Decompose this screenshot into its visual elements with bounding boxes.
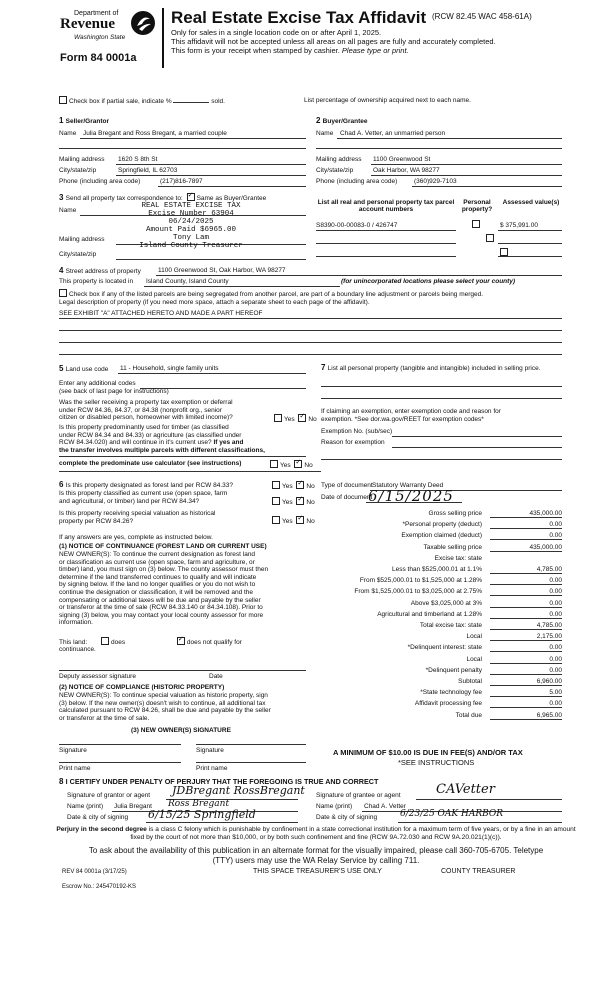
calc-amount[interactable]: 0.00 (490, 700, 562, 708)
exemption-question: Was the seller receiving a property tax exemption or deferral under RCW 84.36, 84.37, or 84.38 (nonprofit org., senior citizen or disabled person, homeowner with limited income)? (59, 399, 233, 421)
notice-2-title: (2) NOTICE OF COMPLIANCE (HISTORIC PROPERTY) (59, 684, 225, 691)
availability-note: To ask about the availability of this publication in an alternate format for the visually impaired, please call 360-705-6705. Teletype (TTY) users may use the WA Relay Service by calling 711. (88, 846, 544, 865)
header-line-2: This affidavit will not be accepted unless all areas on all pages are fully and accurately completed. (171, 37, 496, 46)
grantee-date-label: Date & city of signing (316, 814, 378, 821)
calc-label: Excise tax: state (434, 554, 482, 562)
seller-mailing-label: Mailing address (59, 156, 105, 163)
form-rcw: (RCW 82.45 WAC 458-61A) (432, 12, 532, 21)
forest-yes-checkbox[interactable] (272, 481, 280, 489)
sec3-name-label: Name (59, 207, 77, 214)
notice-2-body: NEW OWNER(S): To continue special valuation as historic property, sign (3) below. If the new owner(s) doesn't wish to continue, all additional tax calculated pursuant to RCW 84.26, shall be due and payable by the seller or transferor at the time of sale. (59, 692, 271, 722)
stamp-line-4: Amount Paid $6965.00 (145, 226, 236, 234)
historic-yes-checkbox[interactable] (272, 516, 280, 524)
form-title: Real Estate Excise Tax Affidavit (171, 8, 427, 27)
owner-print-label-1: Print name (59, 765, 91, 772)
timber-divider (59, 456, 306, 457)
current-use-yes-no: Yes ✓ No (270, 497, 315, 506)
this-land-row: This land: does ✓ does not qualify for (59, 637, 242, 646)
seller-city-label: City/state/zip (59, 167, 97, 174)
calc-label: *State technology fee (420, 689, 482, 697)
grantee-name[interactable]: Chad A. Vetter (364, 803, 406, 810)
timber-yes-checkbox[interactable] (270, 460, 278, 468)
calc-amount[interactable]: 0.00 (490, 644, 562, 652)
exemption-no-checkbox[interactable] (298, 414, 306, 422)
calc-amount[interactable]: 4,785.00 (490, 566, 562, 574)
located-label: This property is located in (59, 278, 134, 285)
calc-label: *Personal property (deduct) (402, 521, 482, 529)
sec3-city-label: City/state/zip (59, 251, 97, 258)
calc-amount[interactable]: 2,175.00 (490, 633, 562, 641)
calc-label: Local (466, 633, 482, 641)
calc-row (300, 521, 562, 531)
calc-label: Above $3,025,000 at 3% (410, 599, 482, 607)
deputy-date-label: Date (209, 673, 223, 680)
land-use-code[interactable]: 11 - Household, single family units (120, 365, 219, 372)
owner-print-line-1 (59, 762, 181, 763)
partial-sale-label: Check box if partial sale, indicate % (69, 98, 172, 105)
buyer-name-line (337, 138, 562, 139)
assessed-value[interactable]: $ 375,991.00 (500, 222, 538, 229)
washington-state-text: Washington State (74, 34, 126, 41)
buyer-phone-line (412, 186, 562, 187)
reason-label: Reason for exemption (321, 439, 385, 446)
calc-amount[interactable]: 6,960.00 (490, 678, 562, 686)
county-treasurer-label: COUNTY TREASURER (441, 868, 516, 875)
document-type-label: Type of document (321, 482, 373, 489)
personal-property-line-1 (321, 386, 562, 387)
calc-label: Total due (455, 711, 482, 719)
calc-row (300, 510, 562, 520)
segregated-checkbox[interactable] (59, 289, 67, 297)
buyer-name-line-2 (316, 148, 562, 149)
calc-amount[interactable]: 0.00 (490, 521, 562, 529)
calc-row (300, 667, 562, 677)
reason-line (392, 447, 562, 448)
section-2-heading: 2 Buyer/Grantee (316, 116, 368, 125)
calc-label: Local (466, 655, 482, 663)
located-value[interactable]: Island County, Island County (146, 278, 229, 285)
legal-description-label: Legal description of property (if you need more space, attach a separate sheet to each page of the affidavit). (59, 299, 370, 306)
segregated-row (57, 289, 483, 298)
seller-name-line (80, 138, 306, 139)
calc-row (300, 611, 562, 621)
buyer-city-label: City/state/zip (316, 167, 354, 174)
continuance-text: continuance. (59, 646, 96, 653)
current-use-no-checkbox[interactable] (296, 497, 304, 505)
owner-signature-label-1: Signature (59, 747, 87, 754)
exemption-number-line (392, 436, 562, 437)
sec3-city-line (116, 259, 306, 260)
document-type[interactable]: Statutory Warranty Deed (372, 482, 444, 489)
historic-yes-no: Yes ✓ No (270, 516, 315, 525)
section-3-heading: 3 Send all property tax correspondence to: ✓ Same as Buyer/Grantee (59, 193, 266, 202)
calc-label: Exemption claimed (deduct) (401, 532, 482, 540)
calc-amount[interactable]: 435,000.00 (490, 544, 562, 552)
calc-amount[interactable]: 0.00 (490, 611, 562, 619)
partial-sale-row (57, 96, 225, 105)
grantor-date-line (146, 822, 298, 823)
buyer-phone[interactable]: (360)929-7103 (414, 178, 457, 185)
partial-pct-field[interactable] (173, 102, 209, 103)
legal-line-3 (59, 342, 562, 343)
calc-row (300, 622, 562, 632)
stamp-line-3: 06/24/2025 (168, 218, 214, 226)
see-back-note: (see back of last page for instructions) (59, 388, 169, 395)
forest-no-checkbox[interactable] (296, 481, 304, 489)
grantor-name-2[interactable]: Ross Bregant (168, 799, 230, 809)
predominate-use-text: complete the predominate use calculator (see instructions) (59, 460, 242, 467)
dor-logo (60, 10, 160, 50)
personal-property-checkbox-3[interactable] (500, 248, 508, 256)
calc-label: From $525,000.01 to $1,525,000 at 1.28% (359, 577, 482, 585)
timber-no-checkbox[interactable] (294, 460, 302, 468)
perjury-notice: Perjury in the second degree is a class C felony which is punishable by confinement in a state correctional institution for a maximum term of five years, or by a fine in an amount fixed by the court of not more than $10,000, or by both such confinement and fine (RCW 9A.72.030 and RCW 9A.20.021(1)(c)). (56, 826, 576, 841)
assessed-line-3 (498, 256, 562, 257)
calc-row (300, 544, 562, 554)
located-line (144, 286, 340, 287)
notice-1-body: NEW OWNER(S): To continue the current designation as forest land or classification as current use (open space, farm and agriculture, or timber) land, you must sign on (3) below. The county assessor must then determine if the land transferred continues to qualify and will indicate by signing below. If the land no longer qualifies or you do not wish to continue the designation or classification, it will be removed and the compensating or additional taxes will be due and payable by the seller or transferor at the time of sale (RCW 84.33.140 or 84.34.108). Prior to signing (3) below, you may contact your local county assessor for more information. (59, 551, 269, 627)
legal-line-1 (59, 318, 562, 319)
calc-row (300, 532, 562, 542)
partial-sale-checkbox[interactable] (59, 96, 67, 104)
grantee-date-line (398, 822, 562, 823)
header-line-3a: This form is your receipt when stamped by cashier. (171, 46, 340, 55)
segregated-label: Check box if any of the listed parcels are being segregated from another parcel, are part of a boundary line adjustment or parcels being merged. (69, 291, 484, 298)
section-4-heading: 4 Street address of property (59, 266, 141, 275)
seller-city-line (116, 175, 306, 176)
personal-property-checkbox-1[interactable] (472, 220, 480, 228)
assessed-line-1 (498, 230, 562, 231)
seller-mailing-line (116, 164, 306, 165)
grantee-signature-label: Signature of grantee or agent (316, 792, 401, 799)
seller-city[interactable]: Springfield, IL 62703 (118, 167, 178, 174)
buyer-name-label: Name (316, 130, 334, 137)
calc-amount[interactable]: 0.00 (490, 600, 562, 608)
header-line-3b: Please type or print. (341, 46, 409, 55)
seller-phone-line (158, 186, 306, 187)
owner-print-line-2 (196, 762, 306, 763)
grantor-name[interactable]: Julia Bregant (114, 803, 152, 810)
current-use-question: Is this property classified as current use (open space, farm and agricultural, or timber) land per RCW 84.34? (59, 490, 228, 505)
parcel-line-1 (316, 230, 456, 231)
calc-amount[interactable]: 0.00 (490, 656, 562, 664)
timber-yes-no: Yes ✓ No (268, 460, 313, 469)
grantee-signature[interactable]: CAVetter (436, 782, 495, 797)
calc-label: Agricultural and timberland at 1.28% (377, 610, 482, 618)
new-owner-signature-title: (3) NEW OWNER(S) SIGNATURE (131, 727, 231, 734)
header-divider (162, 8, 164, 68)
calc-amount[interactable]: 4,785.00 (490, 622, 562, 630)
document-date[interactable]: 6/15/2025 (368, 487, 454, 505)
land-use-line (118, 373, 306, 374)
assessed-line-2 (498, 243, 562, 244)
buyer-name[interactable]: Chad A. Vetter, an unmarried person (340, 130, 446, 137)
seller-name-line-2 (59, 148, 306, 149)
stamp-line-2: Excise Number 63904 (148, 210, 234, 218)
calc-label: *Delinquent penalty (425, 666, 482, 674)
parcel-number[interactable]: S8390-00-00083-0 / 426747 (316, 222, 398, 229)
exemption-yes-checkbox[interactable] (274, 414, 282, 422)
minimum-due-note: A MINIMUM OF $10.00 IS DUE IN FEE(S) AND/OR TAX (333, 748, 523, 757)
partial-sold-label: sold. (211, 98, 225, 105)
stamp-line-6: Island County Treasurer (139, 242, 243, 250)
buyer-mailing-line (371, 164, 562, 165)
calc-row (300, 633, 562, 643)
section-1-heading: 1 Seller/Grantor (59, 116, 110, 125)
section-5-bottom-rule (59, 471, 321, 472)
calc-amount[interactable]: 5.00 (490, 689, 562, 697)
calc-label: Total excise tax: state (419, 622, 482, 629)
calc-row (300, 712, 562, 722)
certify-statement: 8 I CERTIFY UNDER PENALTY OF PERJURY THAT THE FOREGOING IS TRUE AND CORRECT (59, 777, 379, 786)
calc-amount[interactable]: 435,000.00 (490, 510, 562, 518)
owner-signature-label-2: Signature (196, 747, 224, 754)
forest-yes-no: Yes ✓ No (270, 481, 315, 490)
dor-logo-icon (130, 10, 156, 36)
exemption-yes-no: Yes ✓ No (272, 414, 317, 423)
sec3-mailing-label: Mailing address (59, 236, 105, 243)
calc-row (300, 700, 562, 710)
property-address-line (156, 275, 562, 276)
calc-row (300, 588, 562, 598)
revenue-text: Revenue (60, 16, 115, 32)
exemption-number-label: Exemption No. (sub/sec) (321, 428, 393, 435)
calc-label: *Delinquent interest: state (407, 644, 482, 652)
calc-row (300, 678, 562, 688)
deputy-signature-label: Deputy assessor signature (59, 673, 136, 680)
calc-label: Taxable selling price (423, 543, 482, 551)
grantor-signature[interactable]: JDBregant RossBregant (172, 784, 305, 797)
deputy-signature-line (59, 670, 306, 671)
does-qualify-checkbox[interactable] (101, 637, 109, 645)
if-yes-note: If any answers are yes, complete as instructed below. (59, 534, 213, 541)
legal-line-4 (59, 354, 562, 355)
grantor-date-label: Date & city of signing (67, 814, 129, 821)
treasurer-use-label: THIS SPACE TREASURER'S USE ONLY (253, 868, 382, 875)
owner-signature-line-1 (59, 744, 181, 745)
document-date-label: Date of document (321, 494, 373, 501)
property-address[interactable]: 1100 Greenwood St, Oak Harbor, WA 98277 (158, 267, 286, 274)
seller-name-label: Name (59, 130, 77, 137)
additional-codes-label: Enter any additional codes (59, 380, 136, 387)
parcel-header: List all real and personal property tax parcel account numbers (317, 199, 455, 213)
personal-property-line-2 (321, 398, 562, 399)
calc-row (300, 577, 562, 587)
calc-row (300, 600, 562, 610)
section-6-forest: 6 Is this property designated as forest land per RCW 84.33? (59, 480, 233, 489)
owner-print-label-2: Print name (196, 765, 228, 772)
calc-label: Gross selling price (428, 510, 482, 517)
calc-amount[interactable]: 0.00 (490, 588, 562, 596)
stamp-line-1: REAL ESTATE EXCISE TAX (141, 202, 241, 210)
list-percentage-note: List percentage of ownership acquired next to each name. (304, 97, 471, 104)
calc-amount[interactable]: 0.00 (490, 577, 562, 585)
revision-label: REV 84 0001a (3/17/25) (62, 869, 127, 875)
personal-property-checkbox-2[interactable] (486, 234, 494, 242)
personal-property-header: Personal property? (461, 199, 493, 213)
same-as-buyer-checkbox[interactable] (187, 193, 195, 201)
buyer-mailing-label: Mailing address (316, 156, 362, 163)
unincorporated-note: (for unincorporated locations please select your county) (341, 278, 516, 285)
calc-amount[interactable]: 0.00 (490, 532, 562, 540)
escrow-number: Escrow No.: 245470192-KS (62, 884, 137, 890)
buyer-city-line (371, 175, 562, 176)
calc-amount[interactable]: 6,965.00 (490, 712, 562, 720)
calc-label: Affidavit processing fee (414, 700, 482, 708)
calc-row (300, 656, 562, 666)
see-instructions-note: *SEE INSTRUCTIONS (398, 758, 475, 767)
seller-phone[interactable]: (217)816-7897 (160, 178, 203, 185)
seller-mailing[interactable]: 1620 S 8th St (118, 156, 158, 163)
buyer-city[interactable]: Oak Harbor, WA 98277 (373, 167, 440, 174)
parcel-line-3 (316, 256, 456, 257)
calc-row (300, 689, 562, 699)
section-7-heading: 7 List all personal property (tangible and intangible) included in selling price. (321, 363, 541, 372)
document-date-line (366, 502, 462, 503)
header-line-1: Only for sales in a single location code on or after April 1, 2025. (171, 28, 382, 37)
calc-label: Less than $525,000.01 at 1.1% (392, 566, 482, 573)
assessed-value-header: Assessed value(s) (502, 199, 560, 206)
seller-phone-label: Phone (including area code) (59, 178, 141, 185)
calc-row (300, 566, 562, 576)
calc-row (300, 555, 562, 565)
grantee-date-city[interactable]: 6/23/25 OAK HARBOR (400, 809, 504, 819)
grantee-signature-line (416, 799, 562, 800)
grantor-signature-label: Signature of grantor or agent (67, 792, 151, 799)
current-use-yes-checkbox[interactable] (272, 497, 280, 505)
parcel-line-2 (316, 243, 456, 244)
grantor-name-label: Name (print) (67, 803, 104, 810)
seller-name[interactable]: Julia Bregant and Ross Bregant, a married couple (83, 130, 227, 137)
buyer-phone-label: Phone (including area code) (316, 178, 398, 185)
exemption-instructions: If claiming an exemption, enter exemption code and reason for exemption. *See dor.wa.gov/REET for exemption codes* (321, 408, 501, 423)
timber-question: Is this property predominantly used for timber (as classified under RCW 84.34 and 84.33) or agriculture (as classified under RCW 84.34.020) and will continue in it's current use? If yes and the transfer involves multiple parcels with different classifications, (59, 424, 265, 454)
grantee-name-label: Name (print) (316, 803, 353, 810)
form-number: Form 84 0001a (60, 52, 137, 64)
buyer-mailing[interactable]: 1100 Greenwood St (373, 156, 431, 163)
owner-signature-line-2 (196, 744, 306, 745)
does-not-qualify-checkbox[interactable] (177, 637, 185, 645)
legal-line-2 (59, 330, 562, 331)
calc-amount[interactable]: 0.00 (490, 667, 562, 675)
historic-question: Is this property receiving special valuation as historical property per RCW 84.26? (59, 510, 216, 525)
calc-row (300, 644, 562, 654)
dept-of-text: Department of (74, 10, 119, 17)
legal-description[interactable]: SEE EXHIBIT "A" ATTACHED HERETO AND MADE A PART HEREOF (59, 310, 263, 317)
treasurer-receipt-stamp (106, 202, 276, 250)
calc-label: From $1,525,000.01 to $3,025,000 at 2.75% (354, 588, 482, 596)
stamp-line-5: Tony Lam (172, 234, 209, 242)
section-5-heading: 5 Land use code (59, 364, 109, 373)
reason-line-2 (321, 459, 562, 460)
calc-label: Subtotal (458, 678, 482, 685)
notice-1-title: (1) NOTICE OF CONTINUANCE (FOREST LAND OR CURRENT USE) (59, 543, 267, 550)
grantor-date-city[interactable]: 6/15/25 Springfield (148, 808, 256, 821)
header-line-3 (171, 46, 409, 55)
